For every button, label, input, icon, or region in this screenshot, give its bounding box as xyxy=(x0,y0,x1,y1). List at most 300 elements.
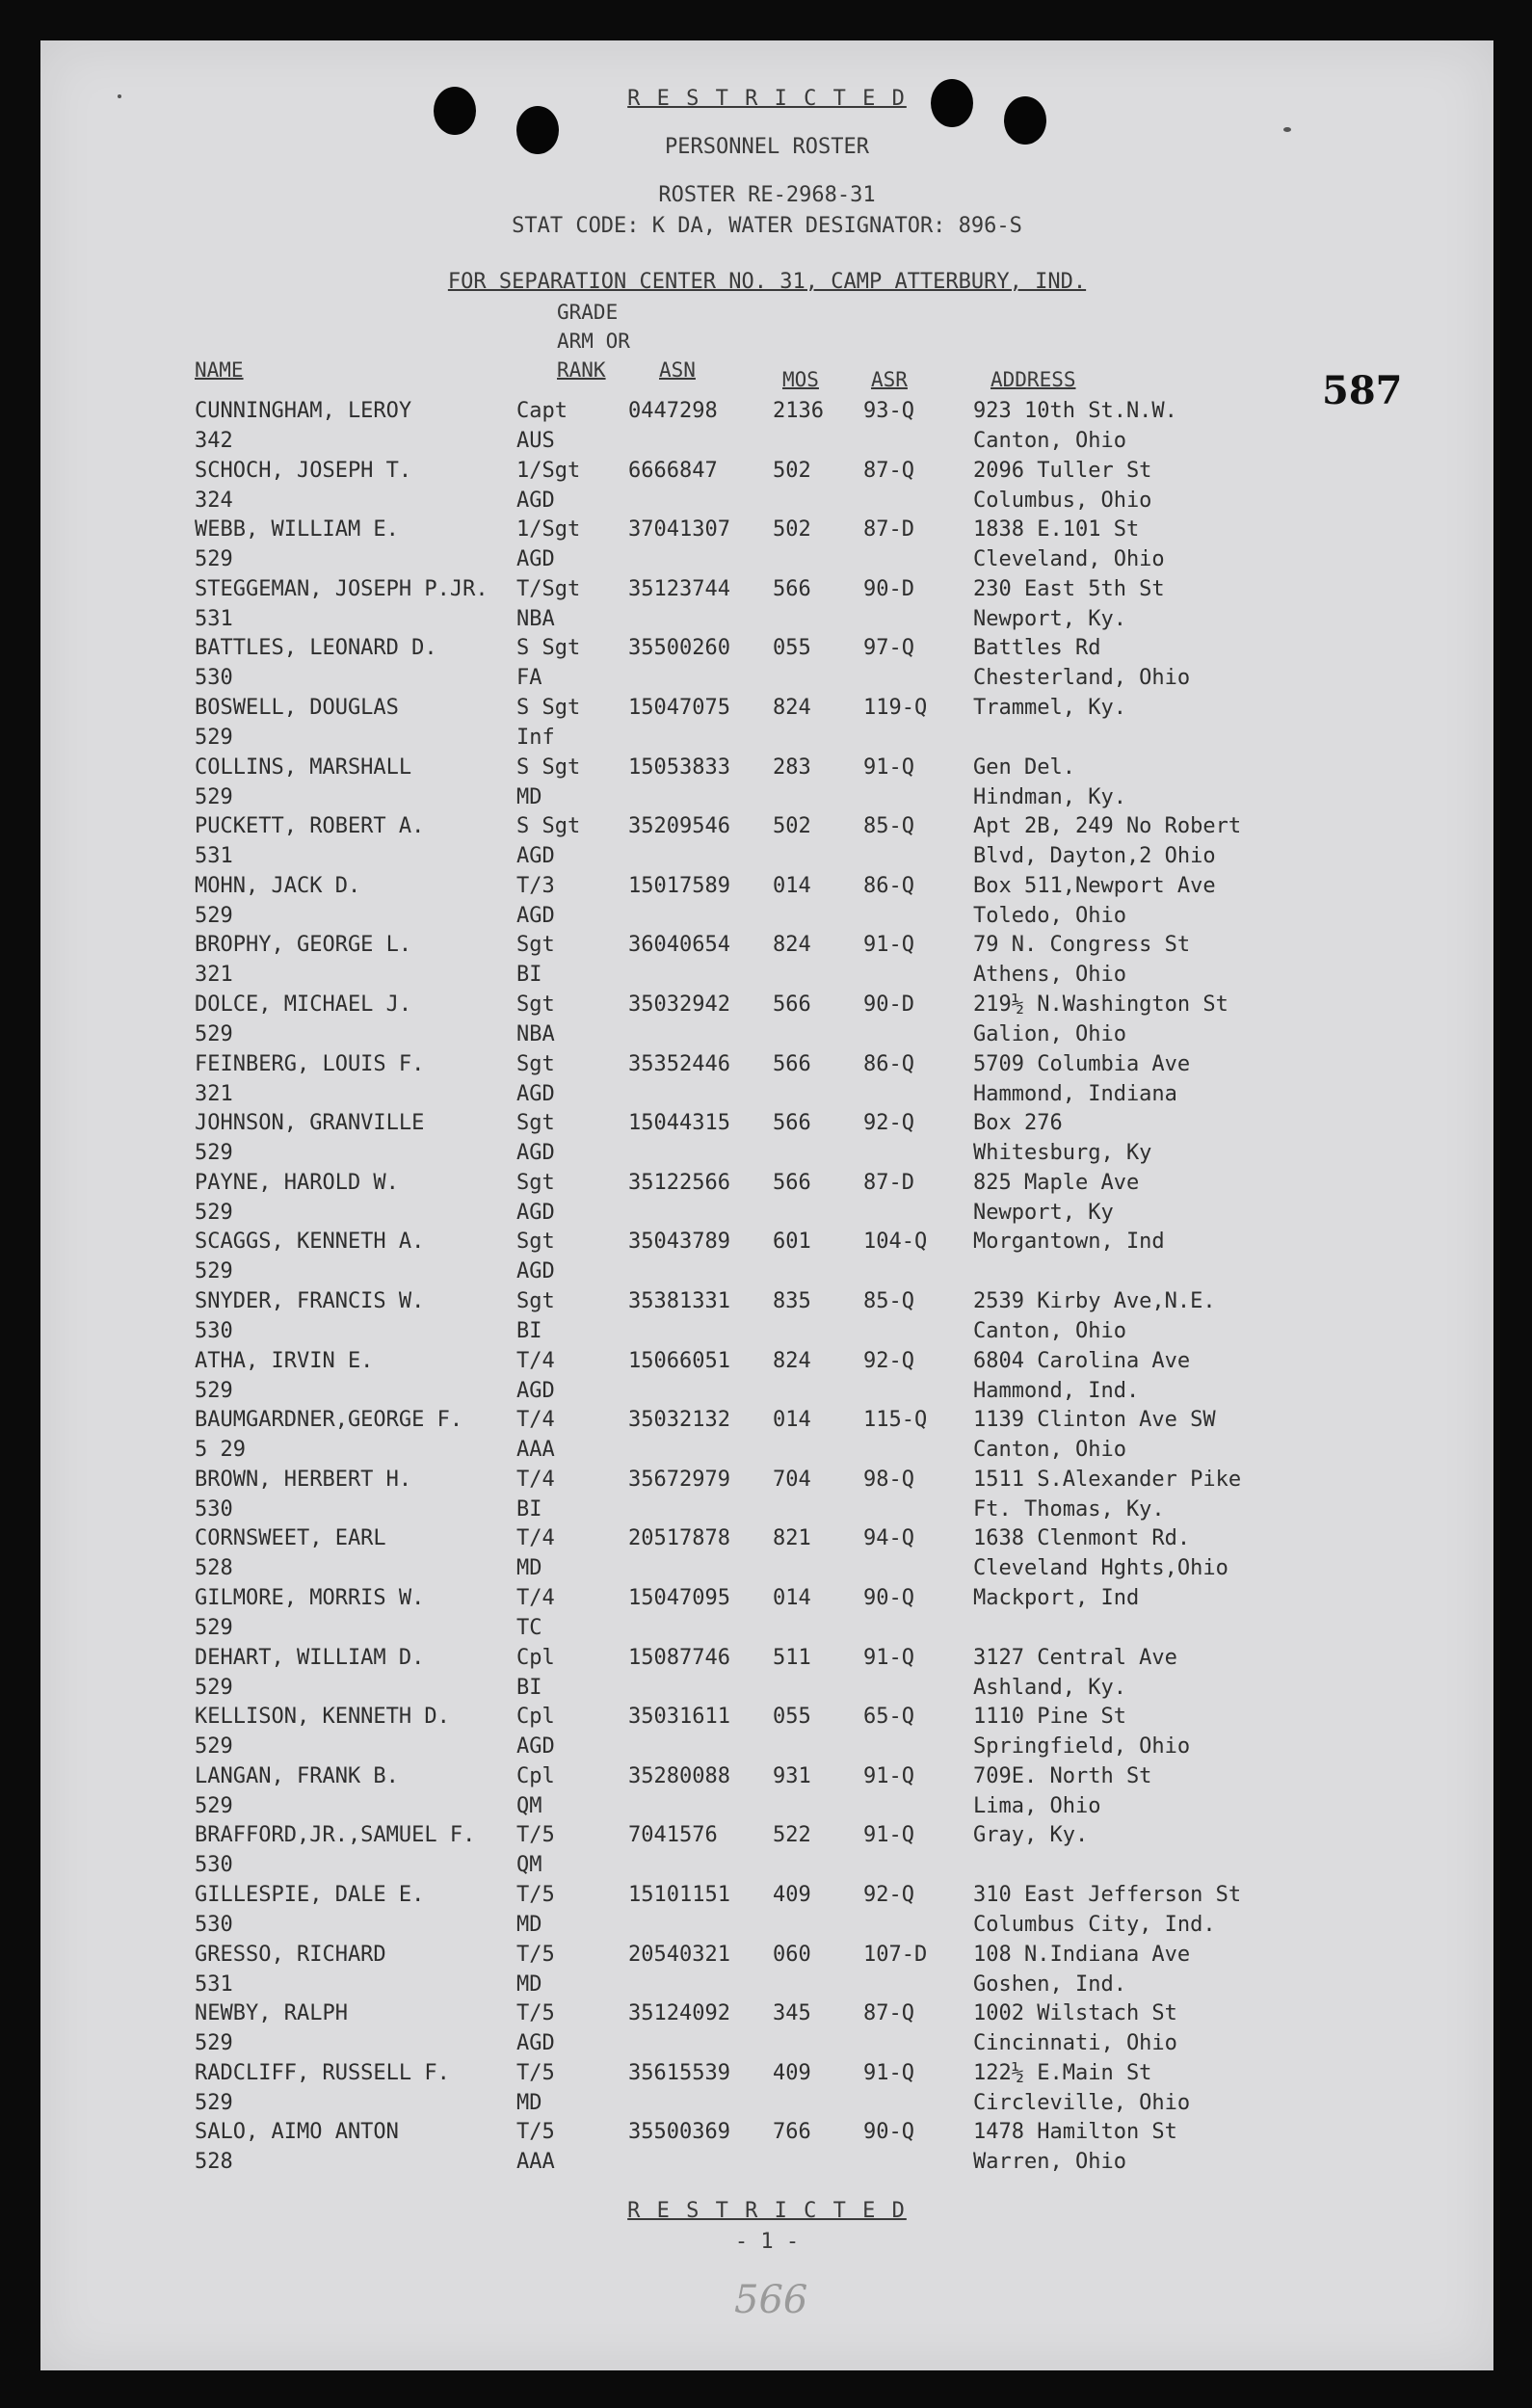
row-address-line1: 122½ E.Main St xyxy=(973,2060,1152,2085)
table-row xyxy=(40,1468,1493,1527)
row-name: ATHA, IRVIN E. xyxy=(195,1348,374,1373)
row-rank: Capt xyxy=(516,399,568,423)
row-mos: 566 xyxy=(773,576,811,601)
row-mos: 704 xyxy=(773,1467,811,1492)
row-mos: 409 xyxy=(773,1883,811,1907)
row-address-line2: Chesterland, Ohio xyxy=(973,666,1191,691)
row-rank: Sgt xyxy=(516,1230,555,1255)
row-asn: 15053833 xyxy=(628,754,730,780)
classification-header: R E S T R I C T E D xyxy=(627,87,907,111)
col-head-rank: RANK xyxy=(557,358,606,382)
row-asr: 107-D xyxy=(863,1942,928,1967)
row-address-line2: Newport, Ky xyxy=(973,1200,1114,1225)
row-address-line1: 5709 Columbia Ave xyxy=(973,1051,1191,1076)
row-address-line1: 2539 Kirby Ave,N.E. xyxy=(973,1289,1216,1313)
row-asr: 87-D xyxy=(863,1170,914,1195)
row-mos: 824 xyxy=(773,1348,811,1373)
row-arm: MD xyxy=(516,784,542,809)
row-asn: 35280088 xyxy=(628,1763,730,1788)
row-arm: BI xyxy=(516,963,542,988)
row-asn: 35500369 xyxy=(628,2120,730,2145)
row-address-line1: 3127 Central Ave xyxy=(973,1645,1177,1670)
table-row xyxy=(40,992,1493,1052)
table-row xyxy=(40,755,1493,815)
table-row xyxy=(40,1883,1493,1943)
row-asn: 35615539 xyxy=(628,2060,730,2085)
row-arm: AGD xyxy=(516,1141,555,1166)
row-arm: AGD xyxy=(516,488,555,513)
table-row xyxy=(40,1705,1493,1764)
table-row xyxy=(40,1171,1493,1230)
row-address-line1: 219½ N.Washington St xyxy=(973,992,1228,1017)
row-arm: NBA xyxy=(516,1022,555,1046)
row-arm: BI xyxy=(516,1496,542,1522)
row-rank: T/5 xyxy=(516,1883,555,1907)
row-asn: 0447298 xyxy=(628,399,718,423)
row-mos: 566 xyxy=(773,992,811,1017)
row-mos: 345 xyxy=(773,2001,811,2026)
row-asr: 92-Q xyxy=(863,1348,914,1373)
row-mos: 766 xyxy=(773,2120,811,2145)
row-code: 324 xyxy=(195,488,233,513)
table-row xyxy=(40,874,1493,934)
row-name: GILLESPIE, DALE E. xyxy=(195,1883,425,1907)
row-rank: T/4 xyxy=(516,1348,555,1373)
row-address-line2: Canton, Ohio xyxy=(973,1319,1126,1343)
row-asr: 85-Q xyxy=(863,1289,914,1313)
row-code: 529 xyxy=(195,1675,233,1700)
table-row xyxy=(40,1586,1493,1646)
row-code: 530 xyxy=(195,1496,233,1522)
row-mos: 502 xyxy=(773,814,811,839)
table-row xyxy=(40,814,1493,874)
row-rank: T/4 xyxy=(516,1526,555,1551)
table-row xyxy=(40,1349,1493,1409)
row-address-line2: Hammond, Indiana xyxy=(973,1081,1177,1106)
row-mos: 824 xyxy=(773,933,811,958)
row-rank: T/5 xyxy=(516,2060,555,2085)
row-arm: AUS xyxy=(516,429,555,453)
row-code: 528 xyxy=(195,2150,233,2175)
table-row xyxy=(40,1646,1493,1706)
speck xyxy=(1283,127,1291,132)
row-code: 531 xyxy=(195,606,233,631)
row-mos: 055 xyxy=(773,636,811,661)
row-code: 529 xyxy=(195,1259,233,1284)
row-asn: 15101151 xyxy=(628,1883,730,1907)
row-asr: 86-Q xyxy=(863,1051,914,1076)
row-address-line2: Lima, Ohio xyxy=(973,1793,1101,1818)
row-address-line1: Box 276 xyxy=(973,1111,1063,1136)
row-mos: 511 xyxy=(773,1645,811,1670)
table-row xyxy=(40,399,1493,459)
col-head-mos: MOS xyxy=(782,368,819,391)
document-page xyxy=(40,40,1493,2370)
row-mos: 014 xyxy=(773,1586,811,1610)
handwritten-note: 566 xyxy=(734,2278,808,2322)
col-head-asn: ASN xyxy=(659,358,696,382)
row-rank: T/Sgt xyxy=(516,576,581,601)
stat-code: STAT CODE: K DA, WATER DESIGNATOR: 896-S xyxy=(512,214,1022,238)
row-asn: 15017589 xyxy=(628,873,730,898)
row-asn: 35123744 xyxy=(628,576,730,601)
row-asr: 92-Q xyxy=(863,1111,914,1136)
row-asr: 87-Q xyxy=(863,2001,914,2026)
row-asr: 93-Q xyxy=(863,399,914,423)
row-address-line2: Springfield, Ohio xyxy=(973,1734,1191,1760)
row-name: SCAGGS, KENNETH A. xyxy=(195,1230,425,1255)
row-name: DEHART, WILLIAM D. xyxy=(195,1645,425,1670)
row-address-line1: Gray, Ky. xyxy=(973,1823,1089,1848)
row-address-line2: Canton, Ohio xyxy=(973,429,1126,453)
table-row xyxy=(40,933,1493,992)
row-asn: 35043789 xyxy=(628,1230,730,1255)
row-asn: 35672979 xyxy=(628,1467,730,1492)
row-arm: AGD xyxy=(516,2031,555,2056)
table-row xyxy=(40,636,1493,696)
row-arm: AGD xyxy=(516,1259,555,1284)
row-mos: 2136 xyxy=(773,399,824,423)
row-code: 531 xyxy=(195,844,233,869)
row-asn: 36040654 xyxy=(628,933,730,958)
row-name: RADCLIFF, RUSSELL F. xyxy=(195,2060,450,2085)
row-address-line1: 825 Maple Ave xyxy=(973,1170,1140,1195)
row-rank: T/5 xyxy=(516,1823,555,1848)
row-rank: S Sgt xyxy=(516,696,581,720)
row-address-line2: Ashland, Ky. xyxy=(973,1675,1126,1700)
row-code: 529 xyxy=(195,726,233,750)
row-address-line1: 709E. North St xyxy=(973,1763,1152,1788)
row-mos: 502 xyxy=(773,517,811,542)
row-asr: 104-Q xyxy=(863,1230,928,1255)
row-address-line2: Hammond, Ind. xyxy=(973,1378,1140,1403)
separation-center: FOR SEPARATION CENTER NO. 31, CAMP ATTERBURY, IND. xyxy=(447,270,1087,294)
row-name: KELLISON, KENNETH D. xyxy=(195,1705,450,1730)
row-code: 529 xyxy=(195,784,233,809)
row-arm: AGD xyxy=(516,1200,555,1225)
row-arm: AAA xyxy=(516,2150,555,2175)
row-rank: T/3 xyxy=(516,873,555,898)
table-row xyxy=(40,1111,1493,1171)
row-rank: Sgt xyxy=(516,1289,555,1313)
row-asn: 7041576 xyxy=(628,1823,718,1848)
row-asn: 15044315 xyxy=(628,1111,730,1136)
row-rank: Sgt xyxy=(516,1111,555,1136)
row-asr: 87-D xyxy=(863,517,914,542)
row-name: NEWBY, RALPH xyxy=(195,2001,348,2026)
row-arm: TC xyxy=(516,1616,542,1640)
row-arm: MD xyxy=(516,1971,542,1997)
page-indicator: - 1 - xyxy=(734,2230,800,2254)
row-name: WEBB, WILLIAM E. xyxy=(195,517,399,542)
table-row xyxy=(40,1289,1493,1349)
row-address-line2: Columbus, Ohio xyxy=(973,488,1152,513)
row-asr: 98-Q xyxy=(863,1467,914,1492)
table-row xyxy=(40,1823,1493,1883)
row-mos: 601 xyxy=(773,1230,811,1255)
table-row xyxy=(40,2061,1493,2121)
row-arm: AAA xyxy=(516,1438,555,1463)
row-code: 529 xyxy=(195,1022,233,1046)
row-asn: 35124092 xyxy=(628,2001,730,2026)
row-mos: 014 xyxy=(773,873,811,898)
row-address-line2: Cleveland Hghts,Ohio xyxy=(973,1556,1228,1581)
row-address-line1: 1139 Clinton Ave SW xyxy=(973,1408,1216,1433)
row-asr: 92-Q xyxy=(863,1883,914,1907)
row-asr: 91-Q xyxy=(863,1763,914,1788)
row-address-line2: Blvd, Dayton,2 Ohio xyxy=(973,844,1216,869)
row-name: PAYNE, HAROLD W. xyxy=(195,1170,399,1195)
row-mos: 014 xyxy=(773,1408,811,1433)
table-row xyxy=(40,577,1493,637)
row-rank: T/5 xyxy=(516,1942,555,1967)
row-mos: 060 xyxy=(773,1942,811,1967)
row-asr: 90-D xyxy=(863,576,914,601)
roster-number: ROSTER RE-2968-31 xyxy=(658,183,876,207)
row-code: 321 xyxy=(195,1081,233,1106)
row-address-line2: Toledo, Ohio xyxy=(973,903,1126,928)
row-code: 529 xyxy=(195,1616,233,1640)
row-arm: AGD xyxy=(516,547,555,572)
row-asr: 90-D xyxy=(863,992,914,1017)
row-arm: Inf xyxy=(516,726,555,750)
row-name: BAUMGARDNER,GEORGE F. xyxy=(195,1408,463,1433)
row-code: 529 xyxy=(195,1378,233,1403)
row-asr: 90-Q xyxy=(863,2120,914,2145)
row-mos: 566 xyxy=(773,1051,811,1076)
row-arm: QM xyxy=(516,1793,542,1818)
row-asr: 87-Q xyxy=(863,458,914,483)
table-row xyxy=(40,2001,1493,2061)
row-rank: T/5 xyxy=(516,2001,555,2026)
row-asr: 85-Q xyxy=(863,814,914,839)
row-mos: 931 xyxy=(773,1763,811,1788)
row-asn: 35122566 xyxy=(628,1170,730,1195)
row-rank: S Sgt xyxy=(516,636,581,661)
row-code: 529 xyxy=(195,547,233,572)
table-row xyxy=(40,517,1493,577)
col-head-asr: ASR xyxy=(871,368,908,391)
row-address-line2: Newport, Ky. xyxy=(973,606,1126,631)
row-address-line1: 1478 Hamilton St xyxy=(973,2120,1177,2145)
row-address-line2: Athens, Ohio xyxy=(973,963,1126,988)
table-row xyxy=(40,696,1493,755)
row-address-line1: 2096 Tuller St xyxy=(973,458,1152,483)
row-asr: 91-Q xyxy=(863,754,914,780)
row-asn: 20540321 xyxy=(628,1942,730,1967)
row-rank: Sgt xyxy=(516,933,555,958)
row-code: 321 xyxy=(195,963,233,988)
row-address-line1: 923 10th St.N.W. xyxy=(973,399,1177,423)
row-code: 5 29 xyxy=(195,1438,246,1463)
row-arm: BI xyxy=(516,1319,542,1343)
row-asn: 15087746 xyxy=(628,1645,730,1670)
table-row xyxy=(40,1526,1493,1586)
row-asn: 35352446 xyxy=(628,1051,730,1076)
row-address-line1: Mackport, Ind xyxy=(973,1586,1140,1610)
row-address-line2: Goshen, Ind. xyxy=(973,1971,1126,1997)
row-name: FEINBERG, LOUIS F. xyxy=(195,1051,425,1076)
row-asn: 35032942 xyxy=(628,992,730,1017)
page-number-stamp: 587 xyxy=(1322,368,1403,413)
row-rank: T/4 xyxy=(516,1586,555,1610)
row-address-line2: Cincinnati, Ohio xyxy=(973,2031,1177,2056)
row-code: 530 xyxy=(195,666,233,691)
row-asr: 91-Q xyxy=(863,933,914,958)
row-name: BROPHY, GEORGE L. xyxy=(195,933,412,958)
row-arm: AGD xyxy=(516,1378,555,1403)
row-address-line1: Trammel, Ky. xyxy=(973,696,1126,720)
row-rank: T/4 xyxy=(516,1467,555,1492)
row-asn: 35209546 xyxy=(628,814,730,839)
row-name: SNYDER, FRANCIS W. xyxy=(195,1289,425,1313)
row-name: CUNNINGHAM, LEROY xyxy=(195,399,412,423)
row-code: 529 xyxy=(195,903,233,928)
row-address-line1: 1002 Wilstach St xyxy=(973,2001,1177,2026)
row-asr: 94-Q xyxy=(863,1526,914,1551)
row-address-line2: Canton, Ohio xyxy=(973,1438,1126,1463)
table-row xyxy=(40,1943,1493,2002)
row-name: JOHNSON, GRANVILLE xyxy=(195,1111,425,1136)
row-name: COLLINS, MARSHALL xyxy=(195,754,412,780)
row-asr: 91-Q xyxy=(863,2060,914,2085)
row-rank: Sgt xyxy=(516,1170,555,1195)
row-name: BATTLES, LEONARD D. xyxy=(195,636,437,661)
row-mos: 522 xyxy=(773,1823,811,1848)
row-name: CORNSWEET, EARL xyxy=(195,1526,386,1551)
row-asr: 91-Q xyxy=(863,1823,914,1848)
row-address-line1: 1638 Clenmont Rd. xyxy=(973,1526,1191,1551)
row-rank: Sgt xyxy=(516,992,555,1017)
row-asn: 37041307 xyxy=(628,517,730,542)
row-arm: MD xyxy=(516,1556,542,1581)
table-row xyxy=(40,1230,1493,1289)
row-arm: BI xyxy=(516,1675,542,1700)
row-asr: 90-Q xyxy=(863,1586,914,1610)
row-asn: 35031611 xyxy=(628,1705,730,1730)
row-asn: 35381331 xyxy=(628,1289,730,1313)
row-rank: Cpl xyxy=(516,1645,555,1670)
row-asr: 119-Q xyxy=(863,696,928,720)
row-asr: 65-Q xyxy=(863,1705,914,1730)
table-row xyxy=(40,1764,1493,1824)
row-mos: 409 xyxy=(773,2060,811,2085)
row-code: 531 xyxy=(195,1971,233,1997)
row-address-line2: Hindman, Ky. xyxy=(973,784,1126,809)
row-code: 342 xyxy=(195,429,233,453)
row-name: GRESSO, RICHARD xyxy=(195,1942,386,1967)
row-address-line1: 1511 S.Alexander Pike xyxy=(973,1467,1242,1492)
row-address-line1: 108 N.Indiana Ave xyxy=(973,1942,1191,1967)
row-asn: 35500260 xyxy=(628,636,730,661)
row-address-line1: Box 511,Newport Ave xyxy=(973,873,1216,898)
col-head-address: ADDRESS xyxy=(991,368,1076,391)
col-head-grade: GRADE xyxy=(557,301,619,324)
row-rank: Sgt xyxy=(516,1051,555,1076)
row-name: GILMORE, MORRIS W. xyxy=(195,1586,425,1610)
row-rank: T/4 xyxy=(516,1408,555,1433)
row-address-line2: Warren, Ohio xyxy=(973,2150,1126,2175)
row-arm: AGD xyxy=(516,844,555,869)
row-rank: Cpl xyxy=(516,1763,555,1788)
row-asr: 115-Q xyxy=(863,1408,928,1433)
row-asn: 20517878 xyxy=(628,1526,730,1551)
col-head-arm: ARM OR xyxy=(557,330,630,353)
row-mos: 835 xyxy=(773,1289,811,1313)
row-name: DOLCE, MICHAEL J. xyxy=(195,992,412,1017)
table-row xyxy=(40,1408,1493,1468)
row-mos: 502 xyxy=(773,458,811,483)
row-arm: NBA xyxy=(516,606,555,631)
row-address-line1: 230 East 5th St xyxy=(973,576,1165,601)
table-row xyxy=(40,1052,1493,1112)
row-code: 528 xyxy=(195,1556,233,1581)
row-rank: T/5 xyxy=(516,2120,555,2145)
row-rank: 1/Sgt xyxy=(516,517,581,542)
row-rank: S Sgt xyxy=(516,814,581,839)
row-rank: Cpl xyxy=(516,1705,555,1730)
row-asr: 97-Q xyxy=(863,636,914,661)
row-code: 529 xyxy=(195,2031,233,2056)
row-address-line2: Ft. Thomas, Ky. xyxy=(973,1496,1165,1522)
row-code: 529 xyxy=(195,2090,233,2115)
row-code: 530 xyxy=(195,1913,233,1937)
row-address-line2: Columbus City, Ind. xyxy=(973,1913,1216,1937)
row-code: 529 xyxy=(195,1200,233,1225)
row-code: 529 xyxy=(195,1734,233,1760)
row-address-line2: Whitesburg, Ky xyxy=(973,1141,1152,1166)
row-name: BOSWELL, DOUGLAS xyxy=(195,696,399,720)
row-name: SCHOCH, JOSEPH T. xyxy=(195,458,412,483)
row-asn: 15047095 xyxy=(628,1586,730,1610)
row-mos: 566 xyxy=(773,1170,811,1195)
row-arm: MD xyxy=(516,1913,542,1937)
row-mos: 821 xyxy=(773,1526,811,1551)
row-name: BROWN, HERBERT H. xyxy=(195,1467,412,1492)
row-code: 530 xyxy=(195,1319,233,1343)
row-name: MOHN, JACK D. xyxy=(195,873,361,898)
row-code: 529 xyxy=(195,1793,233,1818)
row-rank: 1/Sgt xyxy=(516,458,581,483)
row-arm: AGD xyxy=(516,903,555,928)
row-address-line1: 6804 Carolina Ave xyxy=(973,1348,1191,1373)
row-asr: 86-Q xyxy=(863,873,914,898)
row-mos: 283 xyxy=(773,754,811,780)
row-arm: AGD xyxy=(516,1734,555,1760)
table-row xyxy=(40,459,1493,518)
row-code: 530 xyxy=(195,1853,233,1878)
row-name: STEGGEMAN, JOSEPH P.JR. xyxy=(195,576,489,601)
row-address-line1: Morgantown, Ind xyxy=(973,1230,1165,1255)
row-address-line1: Battles Rd xyxy=(973,636,1101,661)
table-row xyxy=(40,2120,1493,2180)
row-asn: 15066051 xyxy=(628,1348,730,1373)
row-arm: FA xyxy=(516,666,542,691)
row-mos: 566 xyxy=(773,1111,811,1136)
row-asr: 91-Q xyxy=(863,1645,914,1670)
col-head-name: NAME xyxy=(195,358,244,382)
row-address-line1: 1110 Pine St xyxy=(973,1705,1126,1730)
row-arm: MD xyxy=(516,2090,542,2115)
row-asn: 15047075 xyxy=(628,696,730,720)
row-name: SALO, AIMO ANTON xyxy=(195,2120,399,2145)
row-address-line1: Gen Del. xyxy=(973,754,1075,780)
row-rank: S Sgt xyxy=(516,754,581,780)
row-name: BRAFFORD,JR.,SAMUEL F. xyxy=(195,1823,476,1848)
row-arm: AGD xyxy=(516,1081,555,1106)
row-address-line1: Apt 2B, 249 No Robert xyxy=(973,814,1242,839)
row-code: 529 xyxy=(195,1141,233,1166)
